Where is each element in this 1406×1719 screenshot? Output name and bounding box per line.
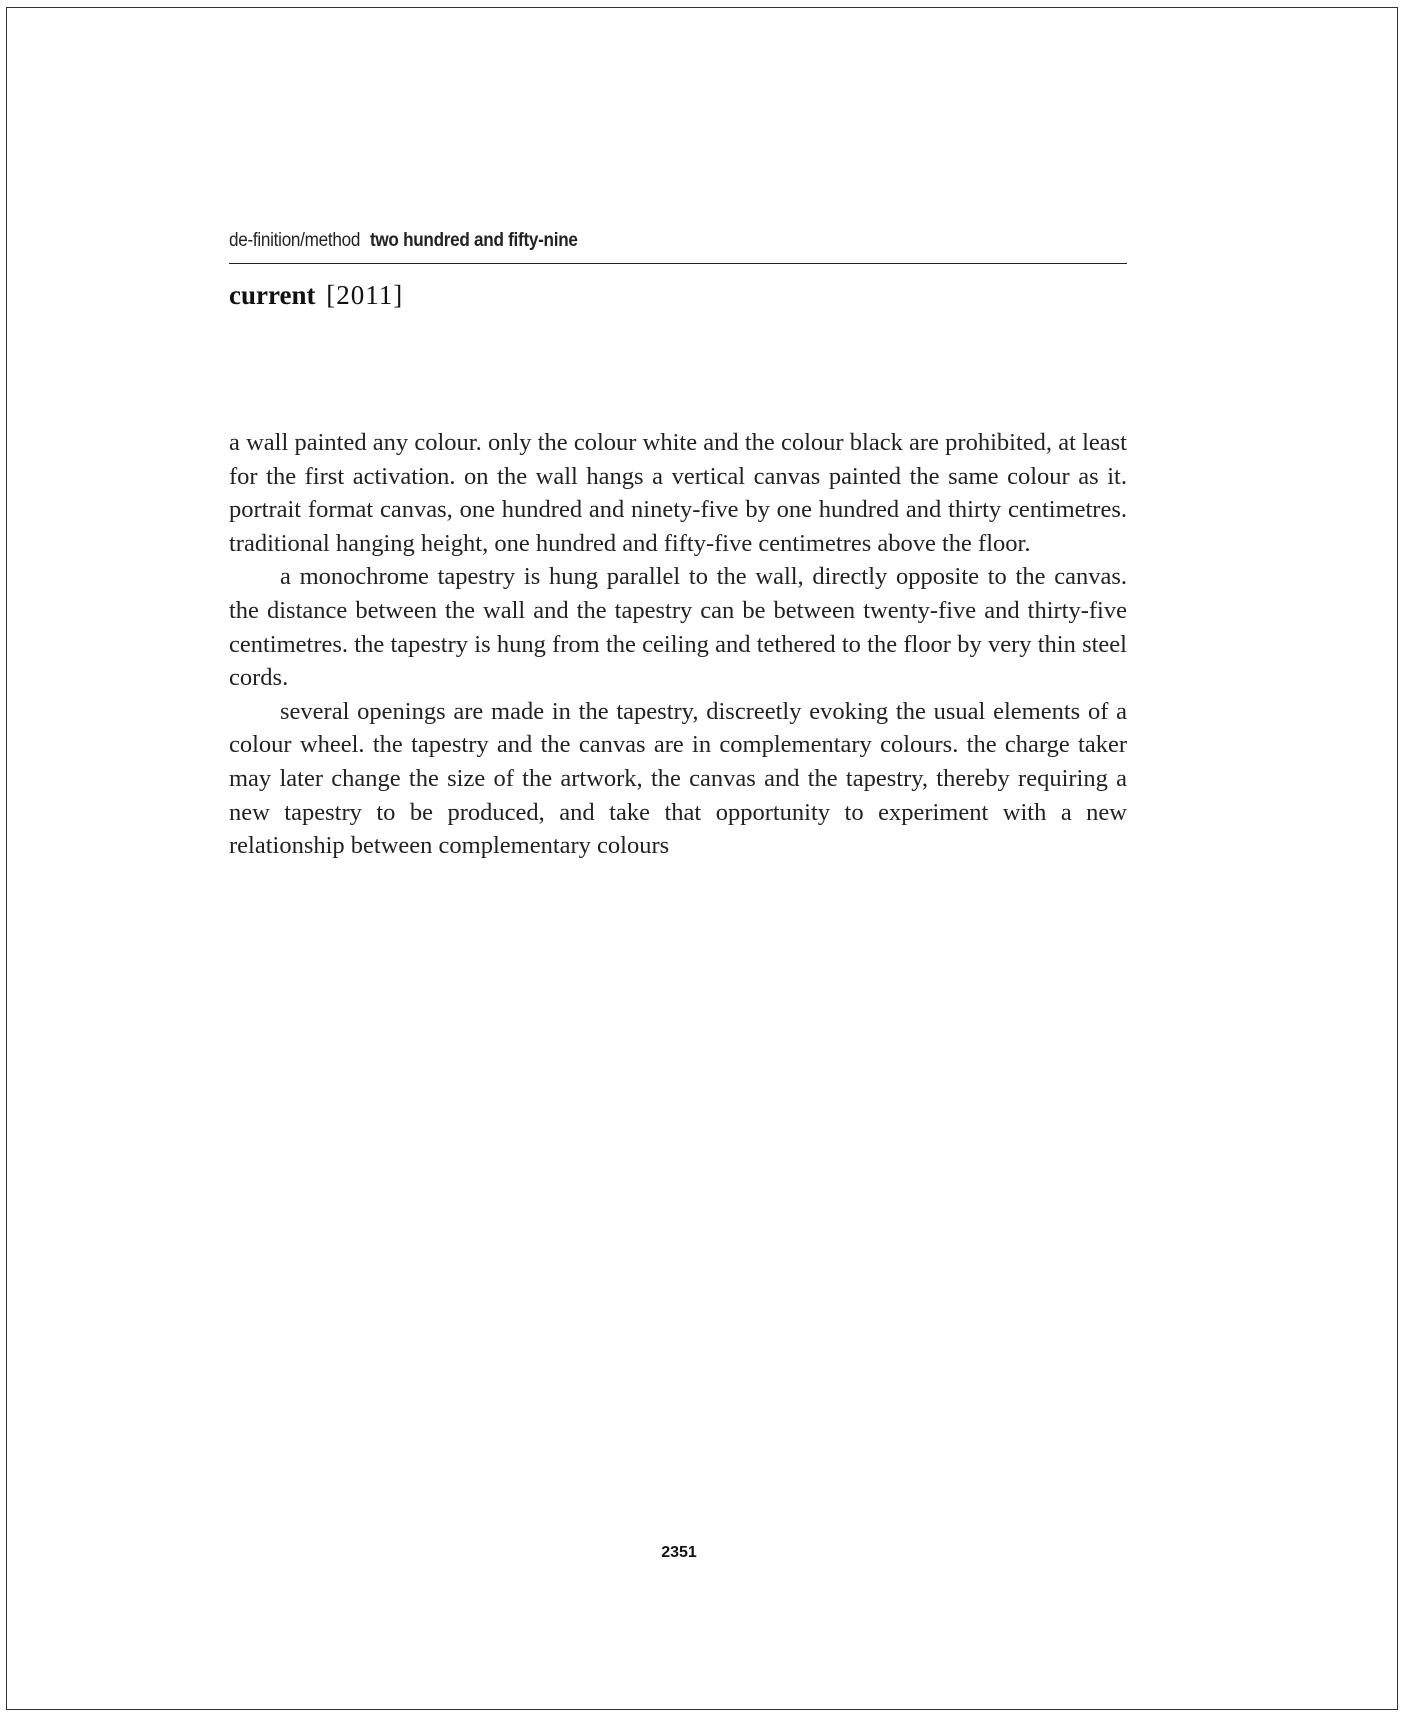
running-head-section: de-finition/method bbox=[229, 230, 361, 251]
page-number: 2351 bbox=[661, 1544, 697, 1561]
paragraph: a monochrome tapestry is hung parallel to the wall, directly opposite to the canvas. the distance between the wall and the tapestry can be between twenty-five and thirty-five centimetres. the tapestry is hung from the ceiling and tethered to the floor by very thin steel cords. bbox=[229, 563, 1127, 692]
body-text bbox=[229, 426, 1127, 863]
work-title: current bbox=[229, 280, 316, 310]
paragraph: a wall painted any colour. only the colour white and the colour black are prohibited, at least for the first activation. on the wall hangs a vertical canvas painted the same colour as it. portrait format canvas, one hundred and ninety-five by one hundred and thirty centimetres. traditional hanging height, one hundred and fifty-five centimetres above the floor. bbox=[229, 429, 1127, 557]
work-year: [2011] bbox=[326, 280, 404, 310]
paragraph: several openings are made in the tapestry, discreetly evoking the usual elements of a colour wheel. the tapestry and the canvas are in complementary colours. the charge taker may later change the size of the artwork, the canvas and the tapestry, thereby requiring a new tapestry to be produced, and take that opportunity to experiment with a new relationship between complementary colours bbox=[229, 697, 1127, 860]
page-title bbox=[229, 280, 403, 311]
running-head bbox=[229, 230, 1037, 252]
running-head-number: two hundred and fifty-nine bbox=[369, 230, 578, 251]
header-rule bbox=[229, 263, 1127, 264]
